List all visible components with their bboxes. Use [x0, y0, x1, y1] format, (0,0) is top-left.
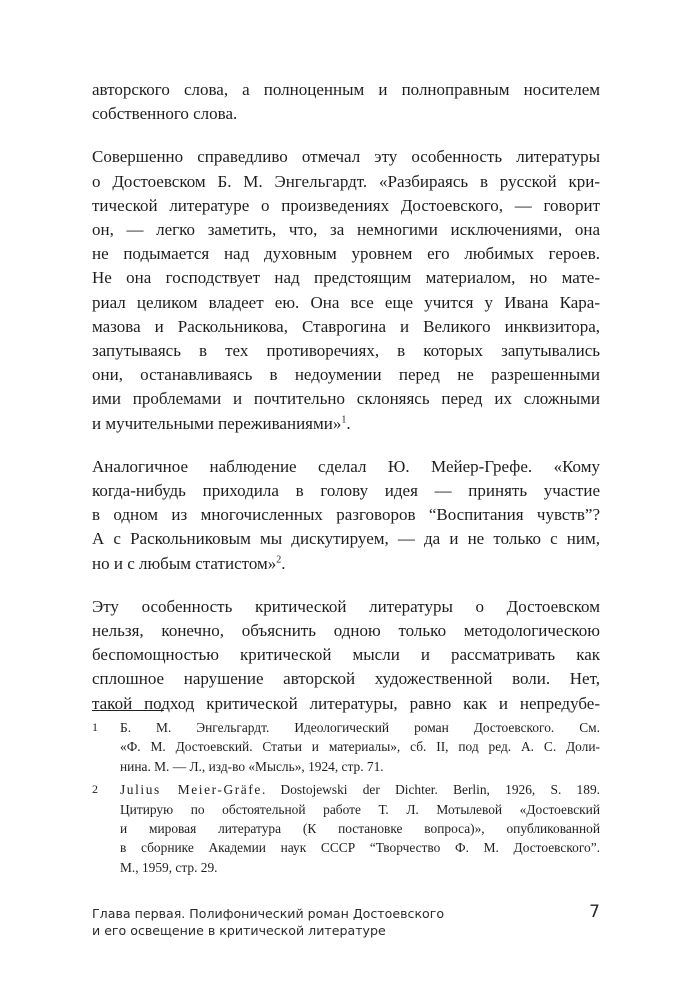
paragraph-3 — [92, 455, 600, 576]
footnote-divider — [92, 710, 164, 711]
footnote-ref-1[interactable]: 1 — [341, 413, 347, 425]
text-line-with-ref: и мучительными переживаниями»$^1$. — [92, 413, 351, 433]
text-line: о Достоевском Б. М. Энгельгардт. «Разбираясь в русской кри- — [92, 171, 600, 191]
footnote-number: 2 — [92, 782, 98, 797]
text-line: Эту особенность критической литературы о Достоевском — [92, 596, 600, 616]
page-number: 7 — [589, 902, 600, 922]
chapter-title — [92, 905, 444, 939]
text-line: риал целиком владеет ею. Она все еще учится у Ивана Кара- — [92, 292, 600, 312]
text-line: но и с любым статистом» — [92, 553, 277, 573]
footnote-number: 1 — [92, 720, 98, 734]
text-line-with-ref: но и с любым статистом»$^2$. — [92, 553, 286, 573]
footnote-line: и мировая литература (К постановке вопроса)», опубликованной — [120, 821, 600, 837]
footnote-1 — [92, 718, 600, 776]
text-line: нельзя, конечно, объяснить одною только методологическою — [92, 621, 600, 641]
footnote-text: . Dostojewski der Dichter. Berlin, 1926, S. 189. — [261, 782, 600, 798]
footnote-line: М., 1959, стр. 29. — [120, 859, 218, 875]
paragraph-2 — [92, 145, 600, 435]
footnote-ref-2[interactable]: 2 — [276, 554, 282, 565]
text-line: авторского слова, а полноценным и полноправным носителем — [92, 80, 600, 99]
text-line: Совершенно справедливо отмечал эту особенность литературы — [92, 147, 600, 167]
text-line: А с Раскольниковым мы дискутируем, — да и не только с ним, — [92, 529, 600, 549]
text-line: они, останавливаясь в недоумении перед не разрешенными — [92, 365, 600, 385]
text-line: и мучительными переживаниями» — [92, 413, 342, 433]
footnotes — [92, 718, 600, 881]
text-line: собственного слова. — [92, 104, 238, 124]
running-footer — [92, 902, 600, 945]
chapter-title-line: и его освещение в критической литературе — [92, 923, 386, 938]
footnote-line: нина. М. — Л., изд-во «Мысль», 1924, стр. 71. — [120, 758, 384, 774]
footnote-line: Б. М. Энгельгардт. Идеологический роман Достоевского. См. — [120, 720, 600, 735]
text-line: ими проблемами и почтительно склоняясь перед их сложными — [92, 389, 600, 409]
footnote-line: в сборнике Академии наук СССР “Творчество Ф. М. Достоевского”. — [120, 840, 600, 856]
footnote-2 — [92, 780, 600, 877]
main-text — [92, 78, 600, 735]
chapter-title-line: Глава первая. Полифонический роман Достоевского — [92, 906, 445, 921]
text-line: мазова и Раскольникова, Ставрогина и Великого инквизитора, — [92, 316, 600, 336]
text-line: он, — легко заметить, что, за немногими исключениями, она — [92, 220, 600, 240]
text-line: запутываясь в тех противоречиях, в которых запутывались — [92, 341, 600, 361]
text-line: Не она господствует над предстоящим материалом, но мате- — [92, 268, 600, 288]
footnote-author: Julius Meier-Gräfe — [120, 782, 262, 798]
text-line: беспомощностью критической мысли и рассматривать как — [92, 645, 600, 665]
text-line: когда-нибудь приходила в голову идея — принять участие — [92, 481, 600, 501]
footnote-line: Цитирую по обстоятельной работе Т. Л. Мотылевой «Достоевский — [120, 801, 600, 817]
footnote-line: «Ф. М. Достоевский. Статьи и материалы», сб. II, под ред. А. С. Доли- — [120, 739, 600, 755]
paragraph-4 — [92, 595, 600, 716]
text-line: тической литературе о произведениях Достоевского, — говорит — [92, 195, 600, 215]
text-line: такой подход критической литературы, равно как и непредубе- — [92, 693, 600, 713]
text-line: не подымается над духовным уровнем его любимых героев. — [92, 244, 600, 264]
footnote-line — [120, 780, 600, 799]
text-line: в одном из многочисленных разговоров “Воспитания чувств”? — [92, 505, 600, 525]
text-line: Аналогичное наблюдение сделал Ю. Мейер-Грефе. «Кому — [92, 456, 600, 476]
text-line: сплошное нарушение авторской художественной воли. Нет, — [92, 669, 600, 689]
paragraph-1 — [92, 78, 600, 126]
